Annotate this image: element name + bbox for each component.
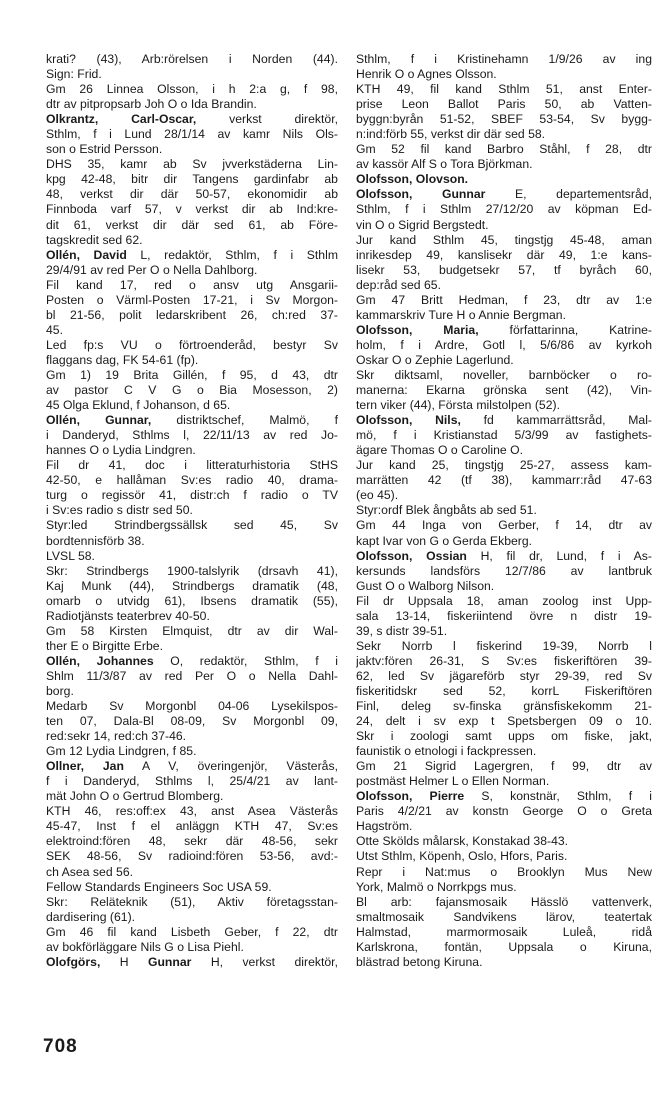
entry-text: krati? (43), Arb:rörelsen i Norden (44). (46, 52, 338, 66)
text-line (356, 52, 652, 67)
entry-text: Radiotjänsts teaterbrev 40-50. (46, 608, 210, 623)
entry-text: Posten o Värml-Posten 17-21, i Sv Morgon- (46, 292, 338, 307)
entry-text: Sthlm, f i Sthlm 27/12/20 av köpman Ed- (356, 202, 652, 217)
text-line (46, 955, 338, 970)
entry-text: Skr: Reläteknik (51), Aktiv företagsstan- (46, 894, 338, 909)
text-line (356, 383, 652, 398)
entry-text: (eo 45). (356, 488, 399, 503)
entry-text: A V, överingenjör, Västerås, (123, 759, 338, 774)
text-line (356, 895, 652, 910)
entry-text: Sign: Frid. (46, 67, 102, 82)
text-line (46, 112, 338, 127)
entry-name: Ollén, Gunnar, (46, 413, 152, 428)
entry-text: son o Estrid Persson. (46, 142, 163, 157)
entry-text: dep:råd sed 65. (356, 277, 441, 292)
entry-text: fiskeritidskr sed 52, korrL Fiskeriftören (356, 683, 652, 698)
text-line (356, 865, 652, 880)
entry-text: vin O o Sigrid Bergstedt. (356, 217, 489, 232)
text-line (46, 714, 338, 729)
text-line (356, 278, 652, 293)
text-line (46, 293, 338, 308)
text-line (46, 774, 338, 789)
entry-text: H (100, 954, 148, 969)
entry-text: turg o regissör 41, distr:ch f radio o TV (46, 488, 338, 503)
text-line (356, 488, 652, 503)
entry-text: tern viker (44), Första milstolpen (52). (356, 398, 560, 413)
page-number: 708 (43, 1036, 78, 1057)
text-line (356, 699, 652, 714)
text-line (46, 398, 338, 413)
entry-text: postmäst Helmer L o Ellen Norman. (356, 774, 550, 789)
text-line (46, 654, 338, 669)
entry-name: Ollén, David (46, 247, 127, 262)
entry-text: Medarb Sv Morgonbl 04-06 Lysekilspos- (46, 699, 338, 714)
text-line (356, 323, 652, 338)
text-line (356, 97, 652, 112)
entry-text: E, departementsråd, (485, 187, 652, 202)
text-line (46, 428, 338, 443)
text-line (46, 202, 338, 217)
entry-text: KTH 46, res:off:ex 43, anst Asea Västerås (46, 804, 338, 819)
entry-text: Gm 46 fil kand Lisbeth Geber, f 22, dtr (46, 924, 338, 939)
entry-text: Jur kand Sthlm 45, tingstjg 45-48, aman (356, 232, 652, 247)
text-line (46, 458, 338, 473)
text-line (356, 82, 652, 97)
entry-name: Olofgörs, (46, 954, 101, 969)
entry-text: Sthlm, f i Kristinehamn 1/9/26 av ing (356, 52, 652, 66)
entry-text: Fil kand 17, red o ansv utg Ansgarii- (46, 277, 338, 292)
entry-text: Otte Skölds målarsk, Konstakad 38-43. (356, 834, 569, 849)
entry-name: Olofsson, Nils, (356, 413, 461, 428)
text-line (356, 473, 652, 488)
text-line (46, 819, 338, 834)
entry-text: LVSL 58. (46, 548, 95, 563)
entry-text: Henrik O o Agnes Olsson. (356, 67, 497, 82)
text-line (356, 819, 652, 834)
text-line (46, 865, 338, 880)
entry-text: Fil dr Uppsala 18, aman zoolog inst Upp- (356, 593, 652, 608)
entry-text: 62, led Sv jägareförb styr 29-39, red Sv (356, 668, 652, 683)
text-line (46, 308, 338, 323)
entry-text: inrikesdep 49, kanslisekr där 49, 1:e kans- (356, 247, 652, 262)
entry-text: ägare Thomas O o Caroline O. (356, 443, 523, 458)
text-line (356, 157, 652, 172)
entry-text: dit 61, verkst dir där sed 61, ab Före- (46, 217, 338, 232)
text-line (356, 67, 652, 82)
entry-text: Skr i zoologi samt upps om fiske, jakt, (356, 729, 652, 744)
entry-text: manerna: Ekarna grönska sent (42), Vin- (356, 383, 652, 398)
entry-text: dtr av pitpropsarb Joh O o Ida Brandin. (46, 97, 257, 112)
entry-text: Gust O o Walborg Nilson. (356, 578, 495, 593)
text-line (46, 789, 338, 804)
text-line (356, 849, 652, 864)
entry-name: Olofsson, Maria, (356, 322, 479, 337)
right-column (356, 52, 652, 970)
entry-text: Gm 21 Sigrid Lagergren, f 99, dtr av (356, 759, 652, 774)
entry-text: H, verkst direktör, (191, 954, 338, 969)
text-line (46, 52, 338, 67)
entry-name: Gunnar (147, 954, 192, 969)
text-line (356, 759, 652, 774)
entry-text: red:sekr 14, red:ch 37-46. (46, 729, 187, 744)
entry-text: faunistik o etnologi i fackpressen. (356, 744, 537, 759)
entry-text: Skr diktsaml, noveller, barnböcker o ro- (356, 367, 652, 382)
text-line (46, 940, 338, 955)
text-line (356, 804, 652, 819)
entry-name: Ollén, Johannes (46, 653, 154, 668)
entry-text: Karlskrona, fontän, Uppsala o Kiruna, (356, 939, 652, 954)
text-line (46, 488, 338, 503)
entry-name: Olofsson, Pierre (356, 789, 465, 804)
text-line (46, 895, 338, 910)
text-line (46, 218, 338, 233)
entry-text: Led fp:s VU o förtroenderåd, bestyr Sv (46, 337, 338, 352)
entry-text: 39, s distr 39-51. (356, 623, 448, 638)
text-line (46, 443, 338, 458)
entry-text: Utst Sthlm, Köpenh, Oslo, Hfors, Paris. (356, 849, 568, 864)
text-line (46, 639, 338, 654)
entry-text: Gm 44 Inga von Gerber, f 14, dtr av (356, 518, 652, 533)
entry-text: DHS 35, kamr ab Sv jvverkstäderna Lin- (46, 157, 338, 172)
text-line (46, 383, 338, 398)
entry-text: distriktschef, Malmö, f (151, 413, 338, 428)
entry-text: Bl arb: fajansmosaik Hässlö vattenverk, (356, 894, 652, 909)
text-line (356, 368, 652, 383)
entry-text: 45 Olga Eklund, f Johanson, d 65. (46, 398, 231, 413)
text-line (356, 218, 652, 233)
text-line (356, 609, 652, 624)
text-line (46, 157, 338, 172)
text-line (46, 744, 338, 759)
text-line (356, 940, 652, 955)
entry-text: Skr: Strindbergs 1900-talslyrik (drsavh 41), (46, 563, 338, 578)
entry-text: Repr i Nat:mus o Brooklyn Mus New (356, 864, 652, 879)
entry-text: S, konstnär, Sthlm, f i (464, 789, 652, 804)
text-line (46, 263, 338, 278)
entry-text: prise Leon Ballot Paris 50, ab Vatten- (356, 97, 652, 112)
text-line (356, 263, 652, 278)
text-line (46, 699, 338, 714)
text-line (356, 880, 652, 895)
entry-name: Olofsson, Gunnar (356, 187, 486, 202)
text-line (46, 187, 338, 202)
entry-text: KTH 49, fil kand Sthlm 51, anst Enter- (356, 82, 652, 97)
entry-text: ch Asea sed 56. (46, 864, 134, 879)
text-line (46, 684, 338, 699)
entry-text: Kaj Munk (44), Strindbergs dramatik (48, (46, 578, 338, 593)
entry-text: Gm 52 fil kand Barbro Ståhl, f 28, dtr (356, 142, 652, 157)
text-line (46, 759, 338, 774)
text-line (46, 534, 338, 549)
entry-text: lisekr 53, budgetsekr 57, tf byråch 60, (356, 262, 652, 277)
entry-text: Shlm 11/3/87 av red Per O o Nella Dahl- (46, 668, 338, 683)
entry-text: n:ind:förb 55, verkst dir där sed 58. (356, 127, 546, 142)
entry-text: kpg 42-48, bitr dir Tangens gardinfabr ab (46, 172, 338, 187)
entry-text: hannes O o Lydia Lindgren. (46, 443, 196, 458)
text-line (356, 458, 652, 473)
text-line (46, 142, 338, 157)
text-line (46, 503, 338, 518)
entry-name: Olkrantz, Carl-Oscar, (46, 112, 197, 127)
entry-text: av bokförläggare Nils G o Lisa Piehl. (46, 939, 244, 954)
entry-text: i Sv:es radio s distr sed 50. (46, 503, 193, 518)
text-line (356, 518, 652, 533)
text-line (46, 579, 338, 594)
entry-text: kapt Ivar von G o Gerda Ekberg. (356, 533, 533, 548)
text-line (46, 278, 338, 293)
entry-text: Jur kand 25, tingstjg 25-27, assess kam- (356, 458, 652, 473)
entry-text: Gm 1) 19 Brita Gillén, f 95, d 43, dtr (46, 367, 338, 382)
entry-text: Gm 12 Lydia Lindgren, f 85. (46, 744, 197, 759)
text-line (46, 82, 338, 97)
text-line (46, 97, 338, 112)
text-line (46, 609, 338, 624)
entry-text: Styr:led Strindbergssällsk sed 45, Sv (46, 518, 338, 533)
text-line (356, 925, 652, 940)
text-line (356, 534, 652, 549)
text-line (356, 398, 652, 413)
entry-text: 42-50, e hallåman Sv:es radio 40, drama- (46, 473, 338, 488)
text-line (356, 774, 652, 789)
text-line (46, 549, 338, 564)
text-line (46, 233, 338, 248)
entry-text: smaltmosaik Sandvikens lärov, teatertak (356, 909, 652, 924)
entry-text: Finl, deleg sv-finska gränsfiskekomm 21- (356, 699, 652, 714)
text-line (356, 127, 652, 142)
text-line (46, 368, 338, 383)
entry-text: SEK 48-56, Sv radioind:fören 53-56, avd:- (46, 849, 338, 864)
text-line (356, 112, 652, 127)
text-line (46, 594, 338, 609)
text-line (356, 443, 652, 458)
text-line (356, 338, 652, 353)
text-line (46, 729, 338, 744)
text-line (46, 849, 338, 864)
entry-text: tagskredit sed 62. (46, 232, 143, 247)
entry-text: Halmstad, marmormosaik Luleå, ridå (356, 924, 652, 939)
text-line (356, 564, 652, 579)
entry-text: bl 21-56, polit ledarskribent 26, ch:red 37- (46, 307, 338, 322)
entry-name: Ollner, Jan (46, 759, 124, 774)
text-line (356, 413, 652, 428)
text-line (356, 639, 652, 654)
text-line (356, 654, 652, 669)
entry-name: Olofsson, Olovson. (356, 172, 469, 187)
entry-text: Gm 26 Linnea Olsson, i h 2:a g, f 98, (46, 82, 338, 97)
text-line (46, 804, 338, 819)
entry-text: Sthlm, f i Lund 28/1/14 av kamr Nils Ols- (46, 127, 338, 142)
text-line (356, 187, 652, 202)
text-line (46, 67, 338, 82)
text-line (46, 172, 338, 187)
text-line (356, 834, 652, 849)
text-line (356, 910, 652, 925)
text-line (46, 910, 338, 925)
entry-text: fd kammarrättsråd, Mal- (460, 413, 652, 428)
entry-text: borg. (46, 683, 74, 698)
entry-text: författarinna, Katrine- (478, 322, 652, 337)
text-line (356, 202, 652, 217)
entry-text: i Danderyd, Sthlms l, 22/11/13 av red Jo- (46, 428, 338, 443)
entry-text: av kassör Alf S o Tora Björkman. (356, 157, 533, 172)
entry-text: H, fil dr, Lund, f i As- (466, 548, 652, 563)
text-line (46, 353, 338, 368)
text-line (46, 473, 338, 488)
text-line (356, 172, 652, 187)
text-line (46, 880, 338, 895)
text-line (356, 428, 652, 443)
entry-text: Oskar O o Zephie Lagerlund. (356, 352, 514, 367)
text-line (356, 955, 652, 970)
entry-text: marrätten 42 (tf 38), kammarr:råd 47-63 (356, 473, 652, 488)
entry-name: Olofsson, Ossian (356, 548, 467, 563)
text-line (356, 549, 652, 564)
entry-text: Fellow Standards Engineers Soc USA 59. (46, 879, 272, 894)
entry-text: kersunds landsförs 12/7/86 av lantbruk (356, 563, 652, 578)
entry-text: ther E o Birgitte Erbe. (46, 638, 163, 653)
entry-text: holm, f i Ardre, Gotl l, 5/6/86 av kyrkoh (356, 337, 652, 352)
entry-text: Finnboda varf 57, v verkst dir ab Ind:kre- (46, 202, 338, 217)
text-line (356, 594, 652, 609)
text-line (356, 142, 652, 157)
text-line (46, 323, 338, 338)
text-line (356, 248, 652, 263)
entry-text: blästrad betong Kiruna. (356, 954, 483, 969)
entry-text: dardisering (61). (46, 909, 136, 924)
text-line (46, 834, 338, 849)
entry-text: mö, f i Kristianstad 5/3/99 av fastighets- (356, 428, 652, 443)
entry-text: mät John O o Gertrud Blomberg. (46, 789, 224, 804)
text-line (356, 624, 652, 639)
text-line (46, 925, 338, 940)
text-line (46, 564, 338, 579)
entry-text: 29/4/91 av red Per O o Nella Dahlborg. (46, 262, 258, 277)
text-line (356, 503, 652, 518)
text-line (46, 338, 338, 353)
entry-text: ten 07, Dala-Bl 08-09, Sv Morgonbl 09, (46, 714, 338, 729)
entry-text: sala 13-14, fiskeriintend övre n distr 19- (356, 608, 652, 623)
entry-text: O, redaktör, Sthlm, f i (153, 653, 338, 668)
entry-text: f i Danderyd, Sthlms l, 25/4/21 av lant- (46, 774, 338, 789)
entry-text: York, Malmö o Norrkpgs mus. (356, 879, 517, 894)
entry-text: av pastor C V G o Bia Mosesson, 2) (46, 383, 338, 398)
text-line (46, 669, 338, 684)
left-column (46, 52, 338, 970)
entry-text: Paris 4/2/21 av konstn George O o Greta (356, 804, 652, 819)
entry-text: jaktv:fören 26-31, S Sv:es fiskeriftören 39- (356, 653, 652, 668)
text-line (356, 714, 652, 729)
text-line (356, 789, 652, 804)
text-line (356, 579, 652, 594)
entry-text: flaggans dag, FK 54-61 (fp). (46, 352, 199, 367)
text-line (356, 684, 652, 699)
entry-text: elektroind:fören 48, sekr där 48-56, sekr (46, 834, 338, 849)
entry-text: bordtennisförb 38. (46, 533, 145, 548)
entry-text: 48, verkst dir där 50-57, ekonomidir ab (46, 187, 338, 202)
text-line (46, 248, 338, 263)
text-line (356, 669, 652, 684)
entry-text: kammarskriv Ture H o Annie Bergman. (356, 307, 566, 322)
entry-text: verkst direktör, (196, 112, 338, 127)
text-line (356, 729, 652, 744)
text-line (356, 233, 652, 248)
entry-text: Gm 58 Kirsten Elmquist, dtr av dir Wal- (46, 623, 338, 638)
entry-text: Styr:ordf Blek ångbåts ab sed 51. (356, 503, 537, 518)
entry-text: byggn:byrån 51-52, SBEF 53-54, Sv bygg- (356, 112, 652, 127)
text-line (46, 624, 338, 639)
entry-text: L, redaktör, Sthlm, f i Sthlm (126, 247, 338, 262)
entry-text: Hagström. (356, 819, 413, 834)
entry-text: omarb o utvidg 61), Ibsens dramatik (55), (46, 593, 338, 608)
text-line (46, 413, 338, 428)
text-line (46, 518, 338, 533)
text-line (356, 353, 652, 368)
entry-text: 45. (46, 322, 64, 337)
text-line (356, 293, 652, 308)
entry-text: Gm 47 Britt Hedman, f 23, dtr av 1:e (356, 292, 652, 307)
entry-text: Fil dr 41, doc i litteraturhistoria StHS (46, 458, 338, 473)
entry-text: 45-47, Inst f el anläggn KTH 47, Sv:es (46, 819, 338, 834)
entry-text: Sekr Norrb l fiskerind 19-39, Norrb l (356, 638, 652, 653)
entry-text: 24, delt i sv exp t Spetsbergen 09 o 10. (356, 714, 652, 729)
text-line (46, 127, 338, 142)
text-line (356, 308, 652, 323)
text-line (356, 744, 652, 759)
